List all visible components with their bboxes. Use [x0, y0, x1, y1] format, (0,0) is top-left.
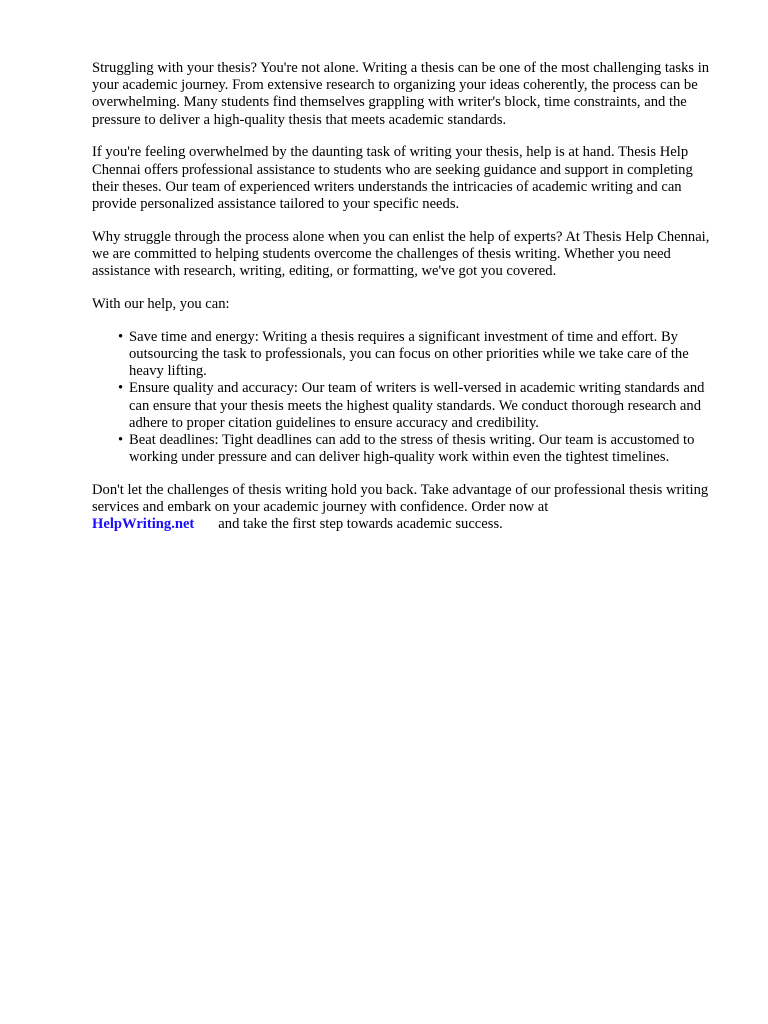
intro-paragraph: Struggling with your thesis? You're not alone. Writing a thesis can be one of the most challenging tasks in your academic journey. From extensive research to organizing your ideas coherently, the process can be overwhelming. Many students find themselves grappling with writer's block, time constraints, and the pressure to deliver a high-quality thesis that meets academic standards. [92, 60, 710, 128]
benefits-list [92, 329, 717, 467]
bullet-icon: • [118, 328, 124, 345]
list-item [92, 432, 717, 466]
helpwriting-link[interactable]: HelpWriting.net [92, 516, 195, 533]
bullet-icon: • [118, 380, 124, 397]
closing-text-before-link: Don't let the challenges of thesis writing hold you back. Take advantage of our professional thesis writing services and embark on your academic journey with confidence. Order now at [92, 482, 709, 516]
list-item [92, 329, 717, 381]
closing-paragraph [92, 482, 717, 534]
list-item-text: Ensure quality and accuracy: Our team of writers is well-versed in academic writing standards and can ensure that your thesis meets the highest quality standards. We conduct thorough research and adhere to proper citation guidelines to ensure accuracy and credibility. [129, 380, 705, 431]
list-intro-paragraph: With our help, you can: [92, 296, 230, 313]
help-paragraph: If you're feeling overwhelmed by the daunting task of writing your thesis, help is at hand. Thesis Help Chennai offers professional assistance to students who are seeking guidance and support in completing their theses. Our team of experienced writers understands the intricacies of academic writing and can provide personalized assistance tailored to your specific needs. [92, 144, 693, 213]
bullet-icon: • [118, 432, 124, 449]
experts-paragraph: Why struggle through the process alone when you can enlist the help of experts? At Thesis Help Chennai, we are committed to helping students overcome the challenges of thesis writing. Whether you need assistance with research, writing, editing, or formatting, we've got you covered. [92, 228, 710, 280]
document-page [92, 60, 717, 549]
closing-text-after-link: and take the first step towards academic success. [218, 516, 503, 533]
list-item-text: Save time and energy: Writing a thesis requires a significant investment of time and effort. By outsourcing the task to professionals, you can focus on other priorities while we take care of the heavy lifting. [129, 328, 689, 380]
list-item-text: Beat deadlines: Tight deadlines can add to the stress of thesis writing. Our team is accustomed to working under pressure and can deliver high-quality work within even the tightest timelines. [129, 432, 695, 466]
list-item [92, 380, 717, 432]
